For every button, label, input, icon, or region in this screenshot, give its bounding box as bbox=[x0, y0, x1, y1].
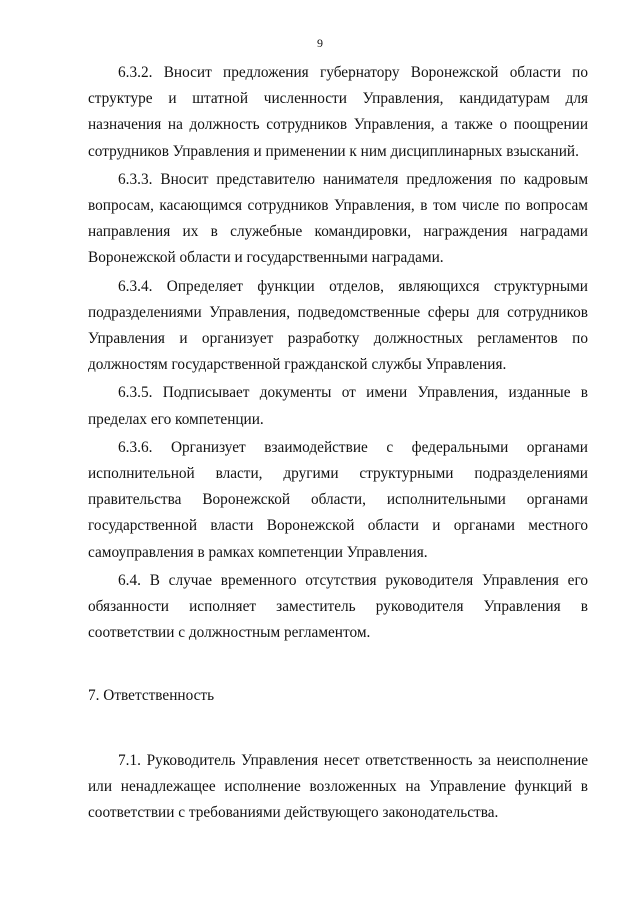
paragraph-6-3-3: 6.3.3. Вносит представителю нанимателя предложения по кадровым вопросам, касающимся сотрудников Управления, в том числе по вопросам направления их в служебные командировки, награждения наградами Воронежской области и государственными наградами. bbox=[88, 170, 588, 267]
section-heading: 7. Ответственность bbox=[88, 687, 215, 705]
page-number: 9 bbox=[317, 36, 323, 50]
paragraph-6-3-4: 6.3.4. Определяет функции отделов, являющихся структурными подразделениями Управления, подведомственные сферы для сотрудников Управления и организует разработку должностных регламентов по должностям государственной гражданской службы Управления. bbox=[88, 277, 588, 374]
paragraph-6-3-6: 6.3.6. Организует взаимодействие с федеральными органами исполнительной власти, другими структурными подразделениями правительства Воронежской области, исполнительными органами государственной власти Воронежской области и органами местного самоуправления в рамках компетенции Управления. bbox=[88, 438, 588, 561]
paragraph-7-1: 7.1. Руководитель Управления несет ответственность за неисполнение или ненадлежащее исполнение возложенных на Управление функций в соответствии с требованиями действующего законодательства. bbox=[88, 751, 588, 822]
paragraph-6-3-2: 6.3.2. Вносит предложения губернатору Воронежской области по структуре и штатной численности Управления, кандидатурам для назначения на должность сотрудников Управления, а также о поощрении сотрудников Управления и применении к ним дисциплинарных взысканий. bbox=[88, 64, 588, 160]
paragraph-6-4: 6.4. В случае временного отсутствия руководителя Управления его обязанности исполняет заместитель руководителя Управления в соответствии с должностным регламентом. bbox=[88, 571, 588, 642]
paragraph-6-3-5: 6.3.5. Подписывает документы от имени Управления, изданные в пределах его компетенции. bbox=[88, 384, 588, 428]
document-body bbox=[88, 60, 588, 828]
